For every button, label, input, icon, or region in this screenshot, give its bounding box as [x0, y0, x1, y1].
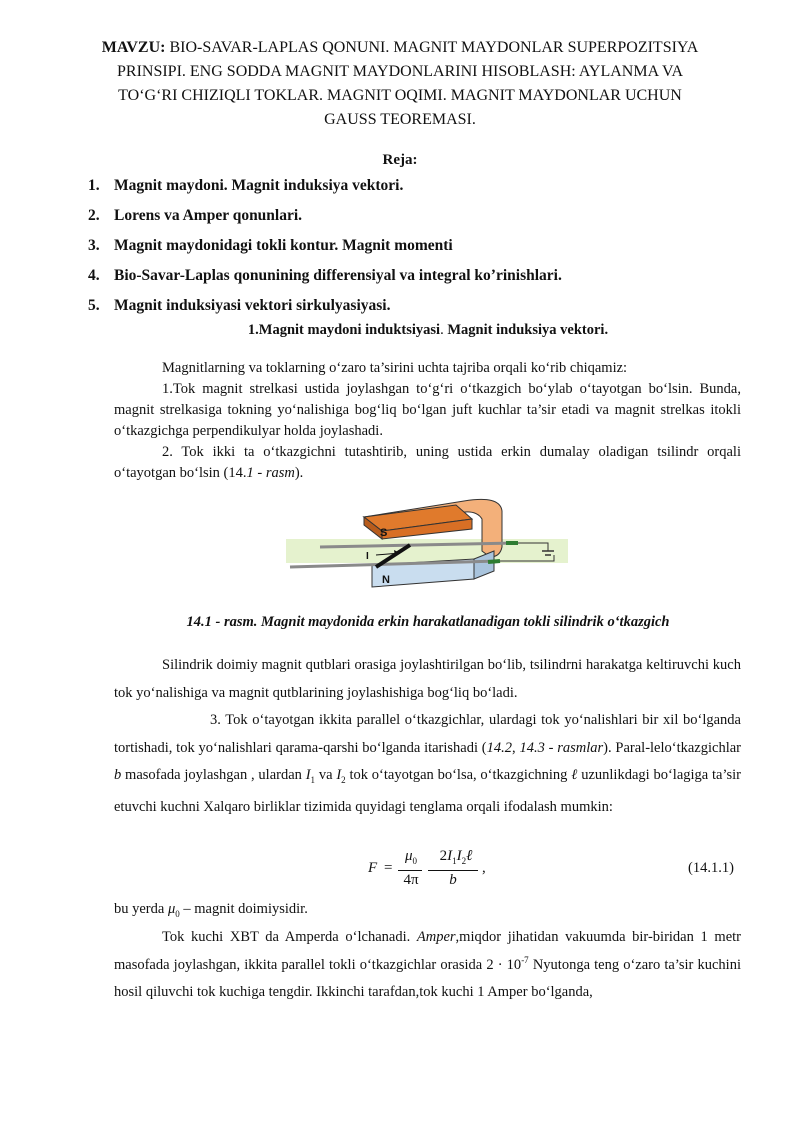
experiment-3-paragraph: [114, 707, 741, 822]
plan-item: [88, 294, 562, 324]
formula-comma: ,: [482, 860, 486, 876]
cylinder-paragraph: Silindrik doimiy magnit qutblari orasiga joylashtirilgan bo‘lib, tsilindrni harakatga keltiruvchi kuch tok yo‘nalishiga va magnit qutblarining joylashishiga bog‘liq bo‘ladi.: [114, 657, 741, 701]
plan-item-number: 1.: [88, 177, 100, 194]
text-run: ).: [294, 465, 304, 481]
variable: μ: [167, 901, 176, 917]
text-run: tok o‘tayotgan bo‘lsa, o‘tkazgichning: [345, 767, 572, 783]
formula-denominator-1: 4π: [403, 872, 419, 888]
title-text: BIO-SAVAR-LAPLAS QONUNI. MAGNIT MAYDONLAR SUPERPOZITSIYA PRINSIPI. ENG SODDA MAGNIT MAYDONLARINI HISOBLASH: AYLANMA VA TO‘G‘RI CHIZIQLI TOKLAR. MAGNIT OQIMI. MAGNIT MAYDONLAR UCHUN GAUSS TEOREMASI.: [117, 39, 699, 128]
plan-item: [88, 264, 562, 294]
section-heading: [0, 322, 800, 339]
ampere-paragraph: [114, 924, 741, 1007]
figure-reference: 1 - rasm: [246, 465, 295, 481]
plan-item-text: Magnit maydoni. Magnit induksiya vektori.: [114, 177, 404, 194]
plan-item-text: Lorens va Amper qonunlari.: [114, 207, 303, 224]
plan-item-text: Magnit induksiyasi vektori sirkulyasiyasi.: [114, 297, 391, 314]
text-run: uzunlikdagi bo‘lagiga ta’sir etuvchi kuchni Xalqaro birliklar tizimida quyidagi tenglama orqali ifodalash mumkin:: [114, 767, 742, 816]
intro-paragraph: Magnitlarning va toklarning o‘zaro ta’sirini uchta tajriba orqali ko‘rib chiqamiz:: [162, 360, 628, 376]
plan-item: [88, 234, 562, 264]
text-run: va: [315, 767, 337, 783]
symbol: 2: [439, 848, 448, 864]
section-heading-part1: 1.Magnit maydoni induktsiyasi: [247, 322, 441, 338]
subscript: 0: [175, 908, 180, 919]
ampere-force-formula: [368, 848, 508, 892]
text-run: bu yerda: [114, 901, 168, 917]
symbol: I: [447, 848, 453, 864]
plan-item-number: 5.: [88, 297, 100, 314]
plan-list: [88, 174, 562, 324]
formula-numerator-2: [428, 848, 484, 866]
subscript: 1: [310, 774, 316, 785]
symbol: b: [449, 872, 457, 888]
fraction-bar-2: [428, 870, 478, 871]
lower-rail-tip: [488, 561, 500, 562]
pole-label-s: S: [380, 527, 388, 539]
figure-caption: 14.1 - rasm. Magnit maydonida erkin harakatlanadigan tokli silindrik o‘tkazgich: [186, 614, 670, 630]
text-run: Nyutonga teng o‘zaro ta’sir kuchini hosil qiluvchi tok kuchiga tengdir. Ikkinchi tarafdan,tok kuchi 1 Amper bo‘lganda,: [114, 956, 741, 1000]
term: Amper: [416, 929, 456, 945]
formula-denominator-2: [428, 872, 478, 889]
plan-item-number: 3.: [88, 237, 100, 254]
text-run: masofada joylashgan , ulardan: [121, 767, 306, 783]
superscript: -7: [521, 954, 529, 965]
section-heading-sep: .: [440, 322, 448, 338]
pole-label-n: N: [382, 574, 390, 586]
plan-item-text: Bio-Savar-Laplas qonunining differensiyal va integral ko’rinishlari.: [114, 267, 562, 284]
text-run: – magnit doimiysidir.: [179, 901, 308, 917]
experiment-2-paragraph: [114, 442, 741, 484]
text-run: ,miqdor jihatidan vakuumda bir-biridan 1 metr masofada joylashgan, ikkita parallel tokli o‘tkazgichlar orasida 2 · 10: [114, 929, 741, 973]
text-run: Tok kuchi XBT da Amperda o‘lchanadi.: [162, 929, 417, 945]
formula-equals: =: [384, 860, 393, 876]
plan-item-number: 2.: [88, 207, 100, 224]
subscript: 1: [452, 856, 457, 866]
magnet-rails-figure: [286, 495, 568, 599]
text-run: ). Paral-lelo‘tkazgichlar: [603, 739, 741, 756]
fraction-bar-1: [398, 870, 422, 871]
equation-number: (14.1.1): [688, 860, 734, 876]
subscript: 0: [412, 856, 418, 866]
plan-item: [88, 174, 562, 204]
variable: b: [114, 767, 122, 783]
symbol: ℓ: [466, 848, 473, 864]
experiment-1-paragraph: 1.Tok magnit strelkasi ustida joylashgan to‘g‘ri o‘tkazgich bo‘ylab o‘tayotgan bo‘lsin. Bunda, magnit strelkasiga tokning yo‘nalishiga bog‘liq bo‘lgan juft kuchlar ta’sir etadi va magnit strelkas itokli o‘tkazgichga perpendikulyar holda joylashadi.: [114, 381, 741, 439]
variable: ℓ: [571, 767, 578, 783]
current-label: I: [366, 551, 369, 562]
symbol: μ: [404, 848, 413, 864]
text-run: 3. Tok o‘tayotgan ikkita parallel o‘tkazgichlar, ulardagi tok yo‘nalishlari bir xil bo‘lganda tortishadi, tok yo‘nalishlari qarama-qarshi bo‘lganda itarishadi (: [114, 712, 741, 756]
subscript: 2: [341, 774, 346, 785]
plan-heading: Reja:: [382, 152, 418, 168]
variable: I: [336, 767, 342, 783]
symbol: I: [456, 848, 462, 864]
figure-reference: 14.2: [486, 739, 513, 756]
plan-item: [88, 204, 562, 234]
text-run: ,: [512, 739, 520, 756]
variable: I: [305, 767, 311, 783]
section-heading-part2: Magnit induksiya vektori.: [447, 322, 609, 338]
subscript: 2: [461, 856, 467, 866]
plan-item-number: 4.: [88, 267, 100, 284]
figure-reference: 14.3 - rasmlar: [519, 739, 604, 756]
page-title: [100, 36, 700, 132]
text-run: 2. Tok ikki ta o‘tkazgichni tutashtirib, uning ustida erkin dumalay oladigan tsilindr orqali o‘tayotgan bo‘lsin (14.: [114, 444, 741, 481]
plan-item-text: Magnit maydonidagi tokli kontur. Magnit momenti: [114, 237, 453, 254]
title-label: MAVZU:: [101, 39, 166, 56]
formula-numerator-1: [398, 848, 424, 866]
formula-lhs: F: [368, 860, 378, 876]
